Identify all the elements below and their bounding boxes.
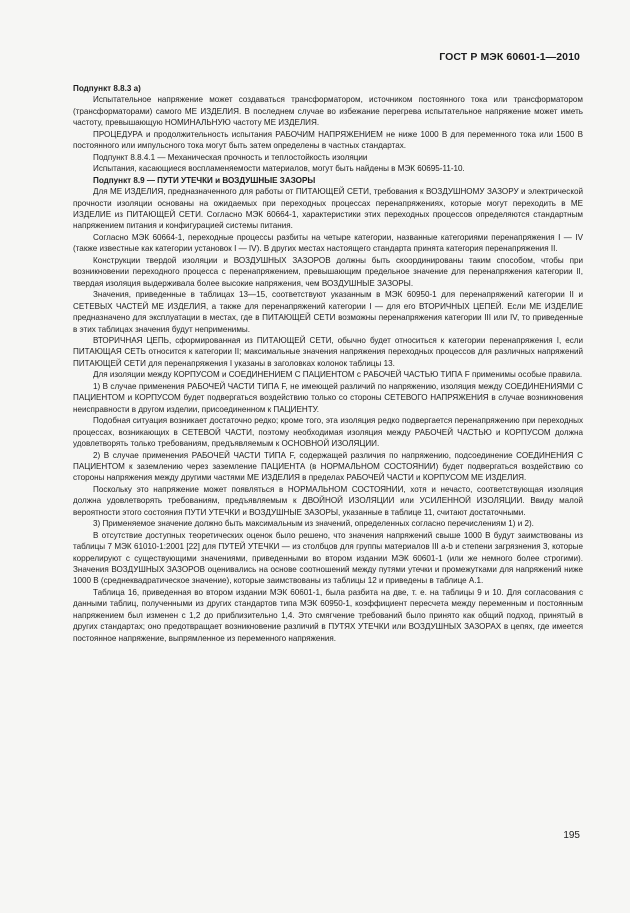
paragraph: 2) В случае применения РАБОЧЕЙ ЧАСТИ ТИПА F, содержащей различия по напряжению, подсоединение СОЕДИНЕНИЯ С ПАЦИЕНТОМ к заземлению через заземление ПАЦИЕНТА (в НОРМАЛЬНОМ СОСТОЯНИИ) будет подвергаться воздействию со стороны напряжения между другими частями МЕ ИЗДЕЛИЯ в пределах РАБОЧЕЙ ЧАСТИ и КОРПУСОМ МЕ ИЗДЕЛИЯ. bbox=[73, 450, 583, 483]
paragraph: Таблица 16, приведенная во втором издании МЭК 60601-1, была разбита на две, т. е. на таблицы 9 и 10. Для согласования с данными таблиц, полученными из других стандартов типа МЭК 60950-1, коэффициент пересчета между переменным и постоянным напряжением был изменен с 1,2 до приблизительно 1,4. Это смягчение требований было принято как общий подход, принятый в других стандартах; оно предотвращает возникновение различий в ПУТЯХ УТЕЧКИ или ВОЗДУШНЫХ ЗАЗОРАХ в цепях, где имеется постоянное напряжение, выпрямленное из переменного напряжения. bbox=[73, 587, 583, 643]
paragraph: Поскольку это напряжение может появляться в НОРМАЛЬНОМ СОСТОЯНИИ, хотя и нечасто, соответствующая изоляция должна удовлетворять требованиям, предъявляемым к ДВОЙНОЙ ИЗОЛЯЦИИ или УСИЛЕННОЙ ИЗОЛЯЦИИ. Ввиду малой вероятности этого состояния ПУТИ УТЕЧКИ и ВОЗДУШНЫЕ ЗАЗОРЫ, указанные в таблице 11, считают достаточными. bbox=[73, 484, 583, 517]
section-heading: Подпункт 8.9 — ПУТИ УТЕЧКИ и ВОЗДУШНЫЕ ЗАЗОРЫ bbox=[93, 175, 316, 185]
paragraph: В отсутствие доступных теоретических оценок было решено, что значения напряжений свыше 1000 В будут заимствованы из таблицы 7 МЭК 61010-1:2001 [22] для ПУТЕЙ УТЕЧКИ — из столбцов для группы материалов III а-b и степени загрязнения 3, которые коррелируют с существующими значениями, приведенными во втором издании МЭК 60601-1 (или же немного более строгими). Значения ВОЗДУШНЫХ ЗАЗОРОВ оценивались на основе соотношений между путями утечки и промежутками для напряжений ниже 1000 В (среднеквадратическое значение), которые заимствованы из таблицы 12 и приведены в таблице А.1. bbox=[73, 530, 583, 586]
paragraph: Значения, приведенные в таблицах 13—15, соответствуют указанным в МЭК 60950-1 для перенапряжений категории II и СЕТЕВЫХ ЧАСТЕЙ МЕ ИЗДЕЛИЯ, а также для перенапряжений категории I — для его ВТОРИЧНЫХ ЦЕПЕЙ. Если МЕ ИЗДЕЛИЕ предназначено для эксплуатации в местах, где в ПИТАЮЩЕЙ СЕТИ возможны перенапряжения категории III или IV, то приведенные в этих таблицах значения будут неприменимы. bbox=[73, 290, 583, 334]
page-number: 195 bbox=[563, 830, 580, 841]
paragraph: ВТОРИЧНАЯ ЦЕПЬ, сформированная из ПИТАЮЩЕЙ СЕТИ, обычно будет относиться к категории перенапряжения I, если ПИТАЮЩАЯ СЕТЬ относится к категории II; максимальные значения напряжения переходных процессов для различных напряжений ПИТАЮЩЕЙ СЕТИ для перенапряжения I указаны в заголовках колонок таблицы 13. bbox=[73, 335, 583, 368]
paragraph: Испытания, касающиеся воспламеняемости материалов, могут быть найдены в МЭК 60695-11-10. bbox=[93, 164, 465, 174]
paragraph: ПРОЦЕДУРА и продолжительность испытания РАБОЧИМ НАПРЯЖЕНИЕМ не ниже 1000 В для переменного тока или 1500 В постоянного или импульсного тока могут быть затем определены в частных стандартах. bbox=[73, 129, 583, 151]
paragraph: 1) В случае применения РАБОЧЕЙ ЧАСТИ ТИПА F, не имеющей различий по напряжению, изоляция между СОЕДИНЕНИЯМИ С ПАЦИЕНТОМ и КОРПУСОМ будет подвергаться воздействию только со стороны СЕТЕВОГО НАПРЯЖЕНИЯ в случае возникновения неисправности в другом изделии, присоединенном к ПАЦИЕНТУ. bbox=[73, 381, 583, 414]
paragraph: Подобная ситуация возникает достаточно редко; кроме того, эта изоляция редко подвергается перенапряжению при переходных процессах, возникающих в СЕТЕВОЙ ЧАСТИ, поэтому необходимая изоляция между РАБОЧЕЙ ЧАСТЬЮ и КОРПУСОМ должна удовлетворять только требованиям, предъявляемым к ОСНОВНОЙ ИЗОЛЯЦИИ. bbox=[73, 416, 583, 449]
paragraph: Подпункт 8.8.3 а) bbox=[73, 84, 141, 93]
document-header: ГОСТ Р МЭК 60601-1—2010 bbox=[439, 51, 580, 63]
paragraph: Для изоляции между КОРПУСОМ и СОЕДИНЕНИЕМ С ПАЦИЕНТОМ с РАБОЧЕЙ ЧАСТЬЮ ТИПА F применимы особые правила. bbox=[93, 370, 583, 380]
paragraph: Подпункт 8.8.4.1 — Механическая прочность и теплостойкость изоляции bbox=[93, 152, 368, 162]
paragraph: Для МЕ ИЗДЕЛИЯ, предназначенного для работы от ПИТАЮЩЕЙ СЕТИ, требования к ВОЗДУШНОМУ ЗАЗОРУ и электрической прочности изоляции основаны на ожидаемых при переходных процессах перенапряжениях, которые могут переходить в МЕ ИЗДЕЛИЕ из ПИТАЮЩЕЙ СЕТИ. Согласно МЭК 60664-1, характеристики этих переходных процессов определяются стандартным напряжением питания и конфигурацией системы питания. bbox=[73, 187, 583, 231]
paragraph: Испытательное напряжение может создаваться трансформатором, источником постоянного тока или трансформатором (трансформаторами) самого МЕ ИЗДЕЛИЯ. В последнем случае во избежание перегрева испытательное напряжение может иметь частоту, превышающую НОМИНАЛЬНУЮ частоту МЕ ИЗДЕЛИЯ. bbox=[73, 95, 583, 128]
paragraph: Согласно МЭК 60664-1, переходные процессы разбиты на четыре категории, названные категориями перенапряжения I — IV (также известные как категории установок I — IV). В других местах настоящего стандарта принята категория перенапряжения II. bbox=[73, 232, 583, 254]
paragraph: 3) Применяемое значение должно быть максимальным из значений, определенных согласно перечислениям 1) и 2). bbox=[93, 519, 534, 529]
paragraph: Конструкции твердой изоляции и ВОЗДУШНЫХ ЗАЗОРОВ должны быть скоординированы таким способом, чтобы при возникновении переходного процесса с перенапряжением, превышающим предельное значение для перенапряжения категории II, твердая изоляция выдерживала более высокие напряжения, чем ВОЗДУШНЫЕ ЗАЗОРЫ. bbox=[73, 255, 583, 288]
document-body bbox=[73, 83, 583, 644]
